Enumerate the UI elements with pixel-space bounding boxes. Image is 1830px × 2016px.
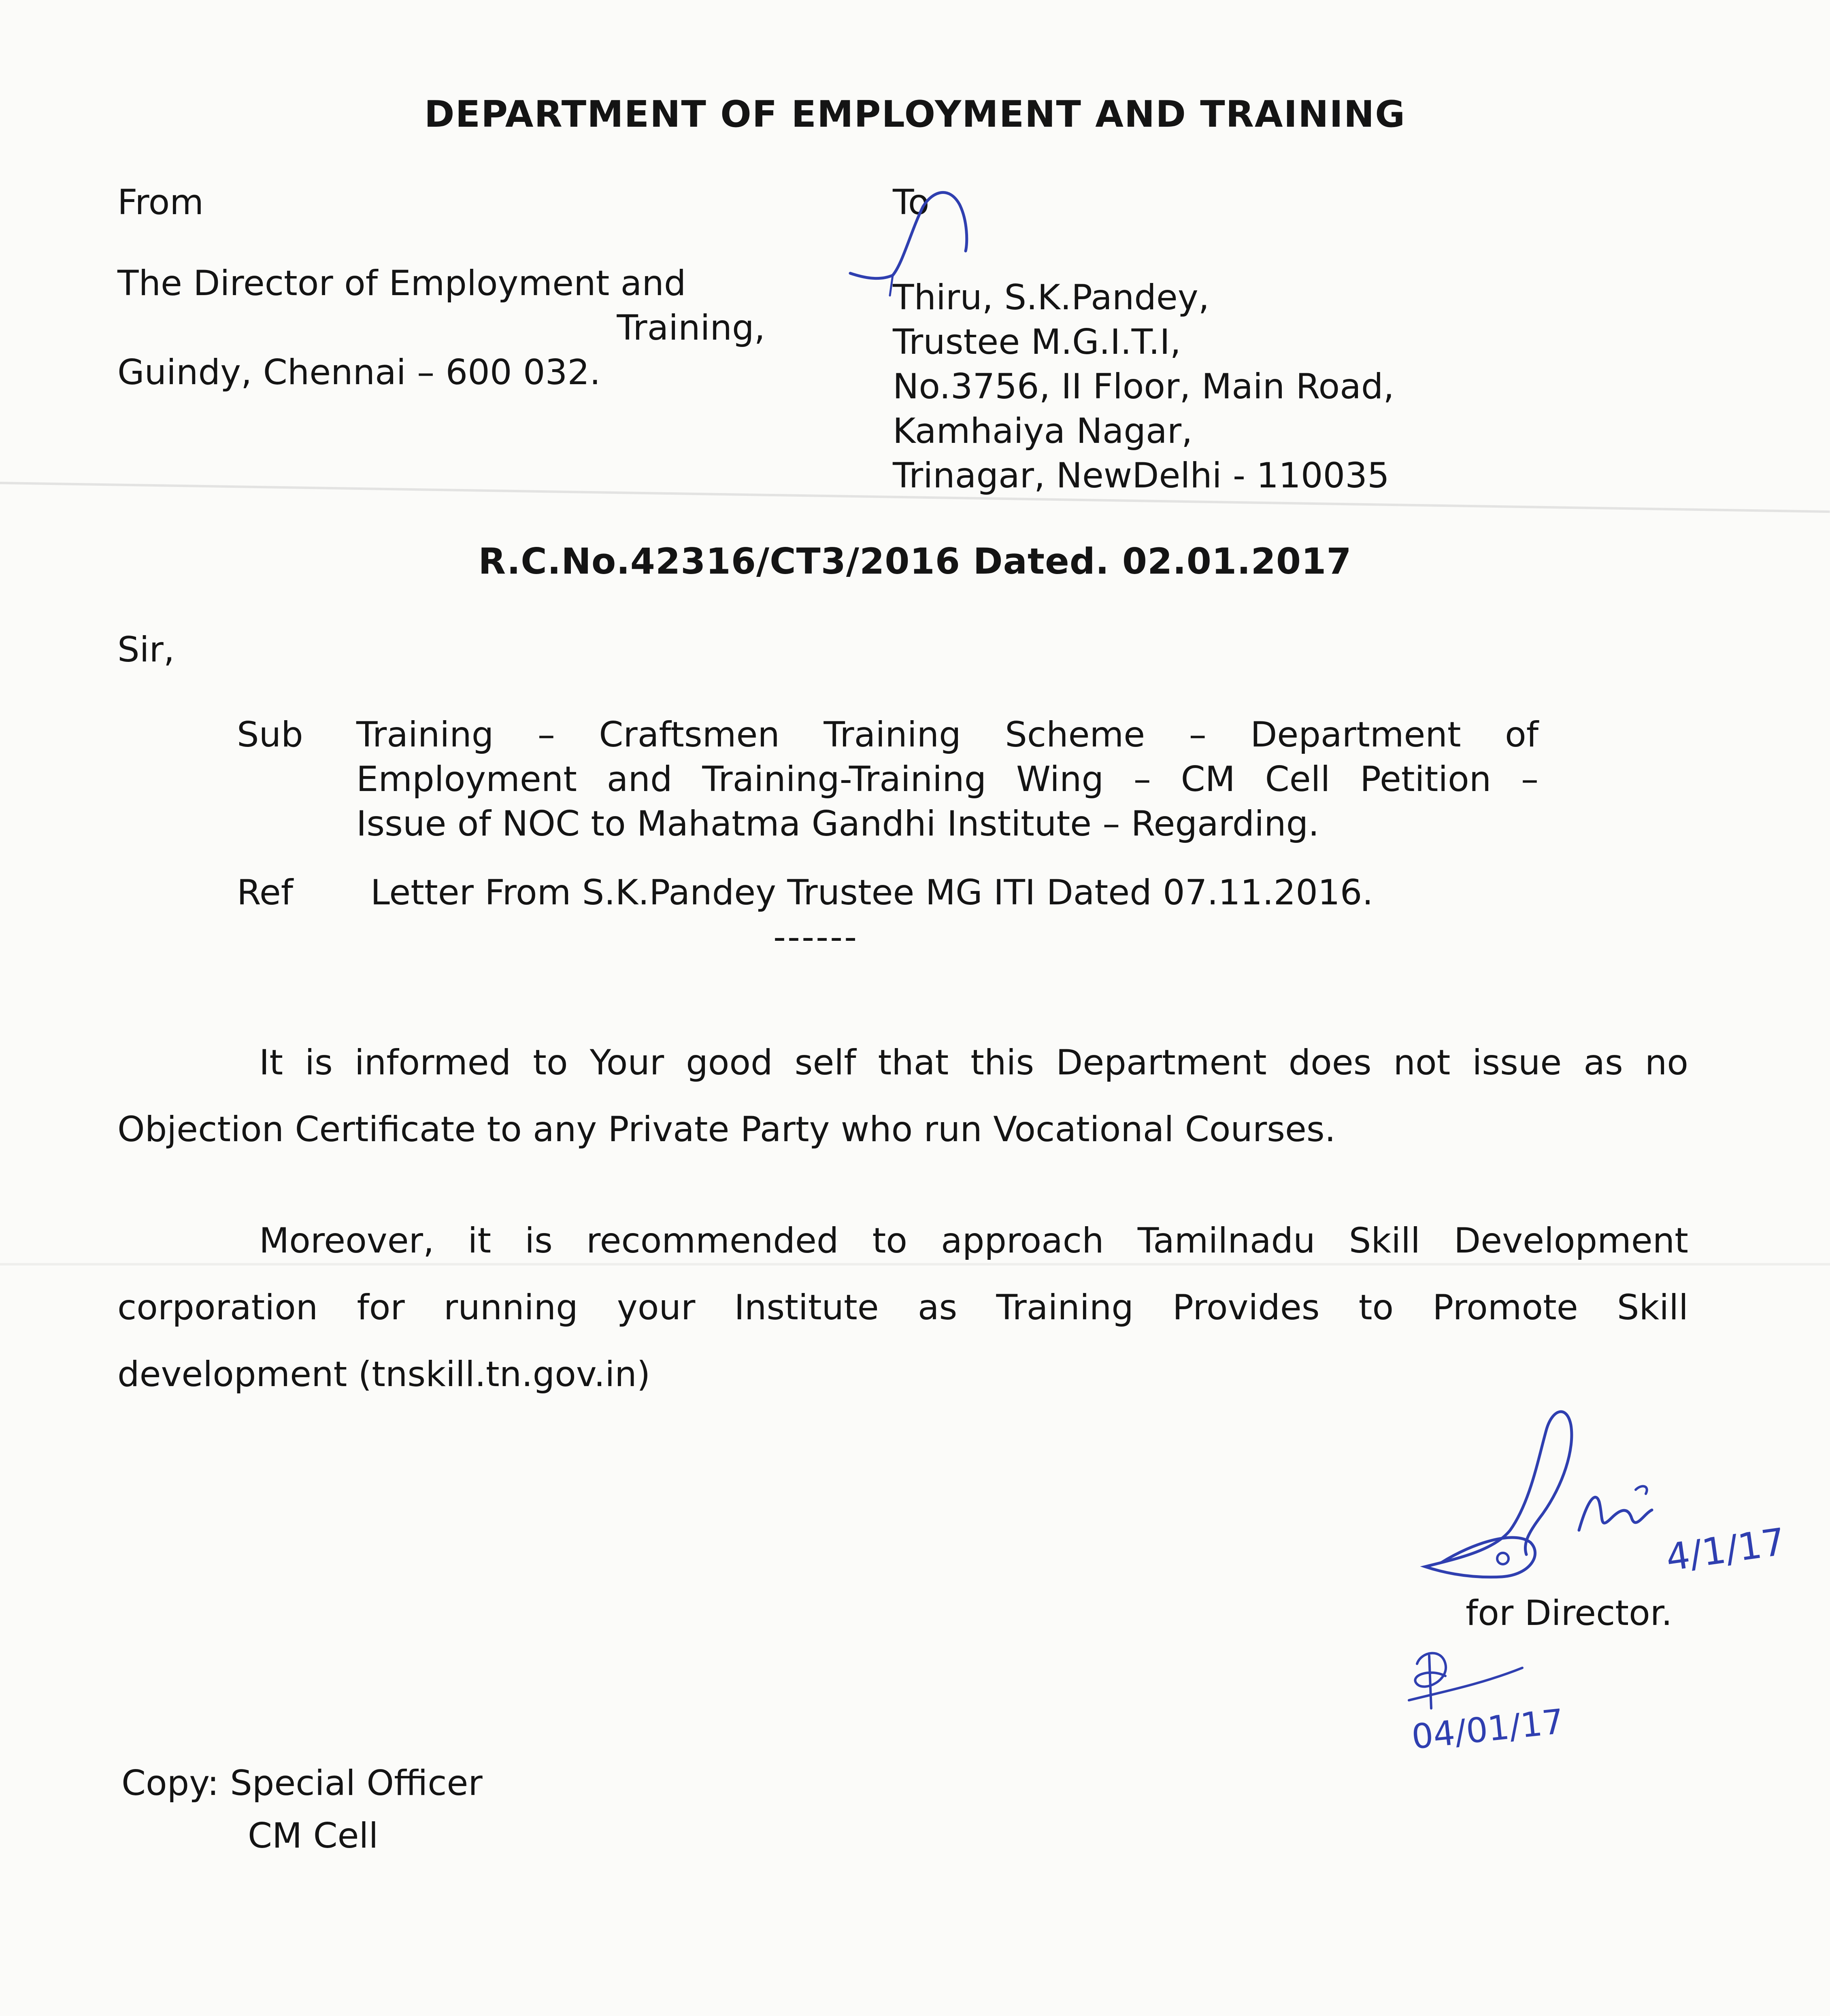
- to-address-line: Trustee M.G.I.T.I,: [893, 322, 1181, 362]
- from-line-1: The Director of Employment and: [117, 263, 686, 304]
- copy-line-1: Copy: Special Officer: [121, 1763, 483, 1803]
- to-address-line: Kamhaiya Nagar,: [893, 411, 1193, 451]
- to-address-line: Thiru, S.K.Pandey,: [893, 277, 1210, 318]
- to-address-line: No.3756, II Floor, Main Road,: [893, 366, 1394, 407]
- subject-line: Employment and Training-Training Wing – CM Cell Petition –: [356, 759, 1538, 800]
- separator: ------: [773, 917, 859, 957]
- department-heading: DEPARTMENT OF EMPLOYMENT AND TRAINING: [424, 93, 1406, 136]
- body-line: Moreover, it is recommended to approach Tamilnadu Skill Development: [259, 1221, 1688, 1261]
- salutation: Sir,: [117, 629, 175, 670]
- to-label: To: [893, 182, 930, 223]
- signature-icon: [1409, 1397, 1814, 1607]
- subject-line: Training – Craftsmen Training Scheme – Department of: [356, 715, 1538, 755]
- to-address-line: Trinagar, NewDelhi - 110035: [893, 455, 1390, 496]
- body-line: Objection Certificate to any Private Party who run Vocational Courses.: [117, 1109, 1336, 1150]
- initial-stamp-icon: [1393, 1640, 1587, 1773]
- reference-text: Letter From S.K.Pandey Trustee MG ITI Dated 07.11.2016.: [370, 872, 1373, 913]
- copy-line-2: CM Cell: [248, 1816, 379, 1856]
- to-address: [893, 275, 1394, 498]
- initial-date: 04/01/17: [1409, 1701, 1566, 1757]
- from-line-3: Guindy, Chennai – 600 032.: [117, 352, 601, 393]
- body-line: corporation for running your Institute as Training Provides to Promote Skill: [117, 1287, 1688, 1328]
- signature-date: 4/1/17: [1663, 1520, 1788, 1580]
- body-paragraph-1: [117, 1040, 1688, 1174]
- handwritten-mark-icon: [846, 182, 1016, 300]
- subject-line: Issue of NOC to Mahatma Gandhi Institute – Regarding.: [356, 804, 1319, 844]
- body-paragraph-2: [117, 1219, 1688, 1419]
- body-line: development (tnskill.tn.gov.in): [117, 1354, 651, 1395]
- from-label: From: [117, 182, 204, 223]
- reference-number: R.C.No.42316/CT3/2016 Dated. 02.01.2017: [478, 540, 1352, 582]
- body-line: It is informed to Your good self that this Department does not issue as no: [259, 1042, 1688, 1083]
- reference-label: Ref: [237, 872, 294, 913]
- signatory: for Director.: [1466, 1593, 1673, 1633]
- subject-text: [356, 712, 1538, 846]
- subject-label: Sub: [237, 715, 303, 755]
- from-line-2: Training,: [617, 308, 765, 348]
